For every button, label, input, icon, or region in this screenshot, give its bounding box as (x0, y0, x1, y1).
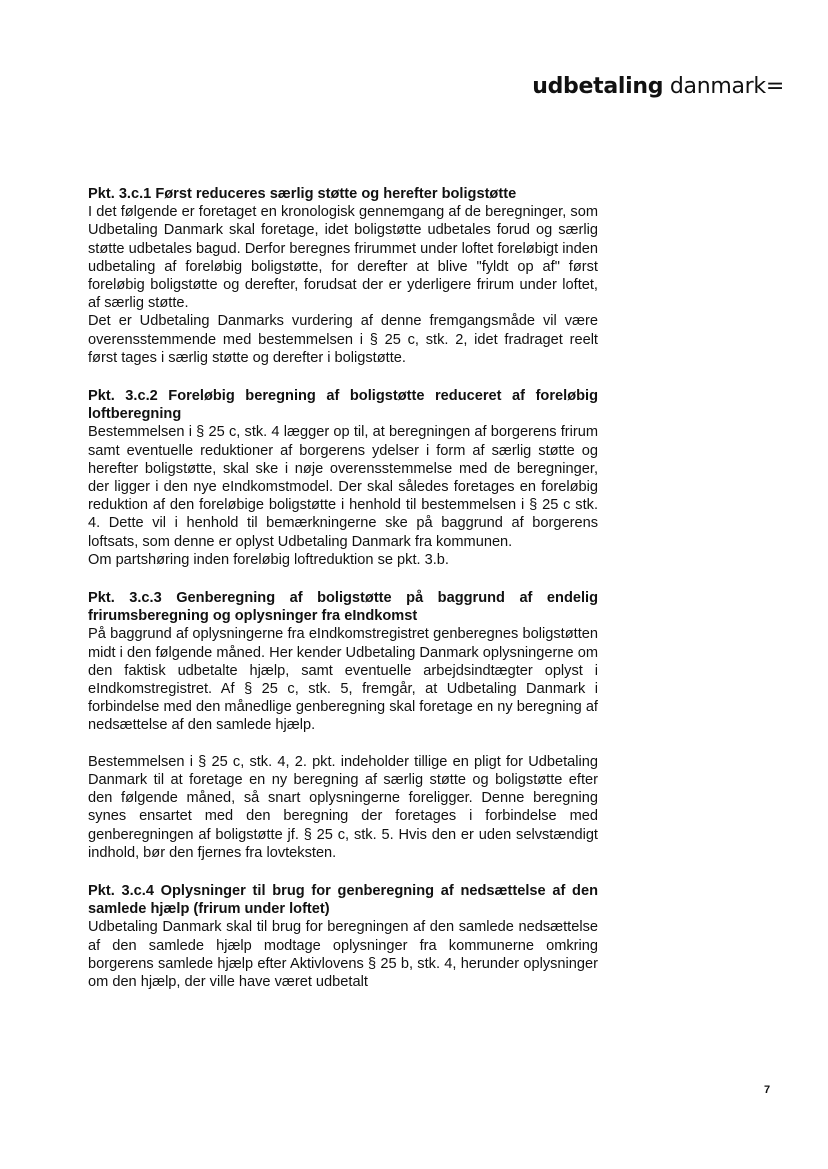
section-paragraph: Det er Udbetaling Danmarks vurdering af denne fremgangsmåde vil være overensstemmende med bestemmelsen i § 25 c, stk. 2, idet fradraget reelt først tages i særlig støtte og derefter i boligstøtte. (88, 313, 598, 366)
section-heading: Pkt. 3.c.4 Oplysninger til brug for genberegning af nedsættelse af den samlede hjælp (frirum under loftet) (88, 882, 598, 918)
logo-light-text: danmark= (669, 74, 784, 99)
section-heading: Pkt. 3.c.2 Foreløbig beregning af boligstøtte reduceret af foreløbig loftberegning (88, 388, 598, 423)
section-3c3 (88, 589, 598, 862)
section-paragraph: Om partshøring inden foreløbig loftreduktion se pkt. 3.b. (88, 551, 449, 568)
section-heading: Pkt. 3.c.3 Genberegning af boligstøtte på baggrund af endelig frirumsberegning og oplysninger fra eIndkomst (88, 590, 598, 625)
logo-bold-text: udbetaling (532, 74, 664, 99)
section-3c1 (88, 185, 598, 367)
section-paragraph: Bestemmelsen i § 25 c, stk. 4 lægger op til, at beregningen af borgerens frirum samt eventuelle reduktioner af borgerens ydelser i form af særlig støtte og herefter boligstøtte, skal ske i nøje overensstemmelse med de beregninger, der ligger i den nye eIndkomstmodel. Der skal således foretages en foreløbig reduktion af den foreløbige boligstøtte i henhold til bestemmelsen i § 25 c stk. 4. Dette vil i henhold til bemærkningerne ske på baggrund af borgerens loftsats, som denne er oplyst Udbetaling Danmark fra kommunen. (88, 424, 598, 550)
section-paragraph: Udbetaling Danmark skal til brug for beregningen af den samlede nedsættelse af den samlede hjælp modtage oplysninger fra kommunerne omkring borgerens samlede hjælp efter Aktivlovens § 25 b, stk. 4, herunder oplysninger om den hjælp, der ville have været udbetalt (88, 919, 598, 990)
section-paragraph: På baggrund af oplysningerne fra eIndkomstregistret genberegnes boligstøtten midt i den følgende måned. Her kender Udbetaling Danmark oplysningerne om den faktisk udbetalte hjælp, samt eventuelle arbejdsindtægter oplyst i eIndkomstregistret. Af § 25 c, stk. 5, fremgår, at Udbetaling Danmark i forbindelse med den månedlige genberegning skal foretage en ny beregning af nedsættelse af den samlede hjælp. (88, 626, 598, 734)
page-number: 7 (764, 1084, 771, 1096)
document-body (88, 185, 598, 1011)
section-paragraph: Bestemmelsen i § 25 c, stk. 4, 2. pkt. indeholder tillige en pligt for Udbetaling Danmark til at foretage en ny beregning af særlig støtte og boligstøtte efter den følgende måned, så snart oplysningerne foreligger. Denne beregning synes ensartet med den beregning der foretages i forbindelse med genberegningen af boligstøtte jf. § 25 c, stk. 5. Hvis den er uden selvstændigt indhold, bør den fjernes fra lovteksten. (88, 753, 598, 861)
section-3c4 (88, 882, 598, 991)
section-paragraph: I det følgende er foretaget en kronologisk gennemgang af de beregninger, som Udbetaling Danmark skal foretage, idet boligstøtte udbetales forud og særlig støtte udbetales bagud. Derfor beregnes frirummet under loftet foreløbigt inden udbetaling af foreløbig boligstøtte, for derefter at blive "fyldt op af" først foreløbig boligstøtte og derefter, forudsat der er yderligere frirum under loftet, af særlig støtte. (88, 204, 598, 312)
section-3c2 (88, 387, 598, 569)
udbetaling-danmark-logo (532, 74, 784, 99)
section-heading: Pkt. 3.c.1 Først reduceres særlig støtte og herefter boligstøtte (88, 186, 517, 202)
